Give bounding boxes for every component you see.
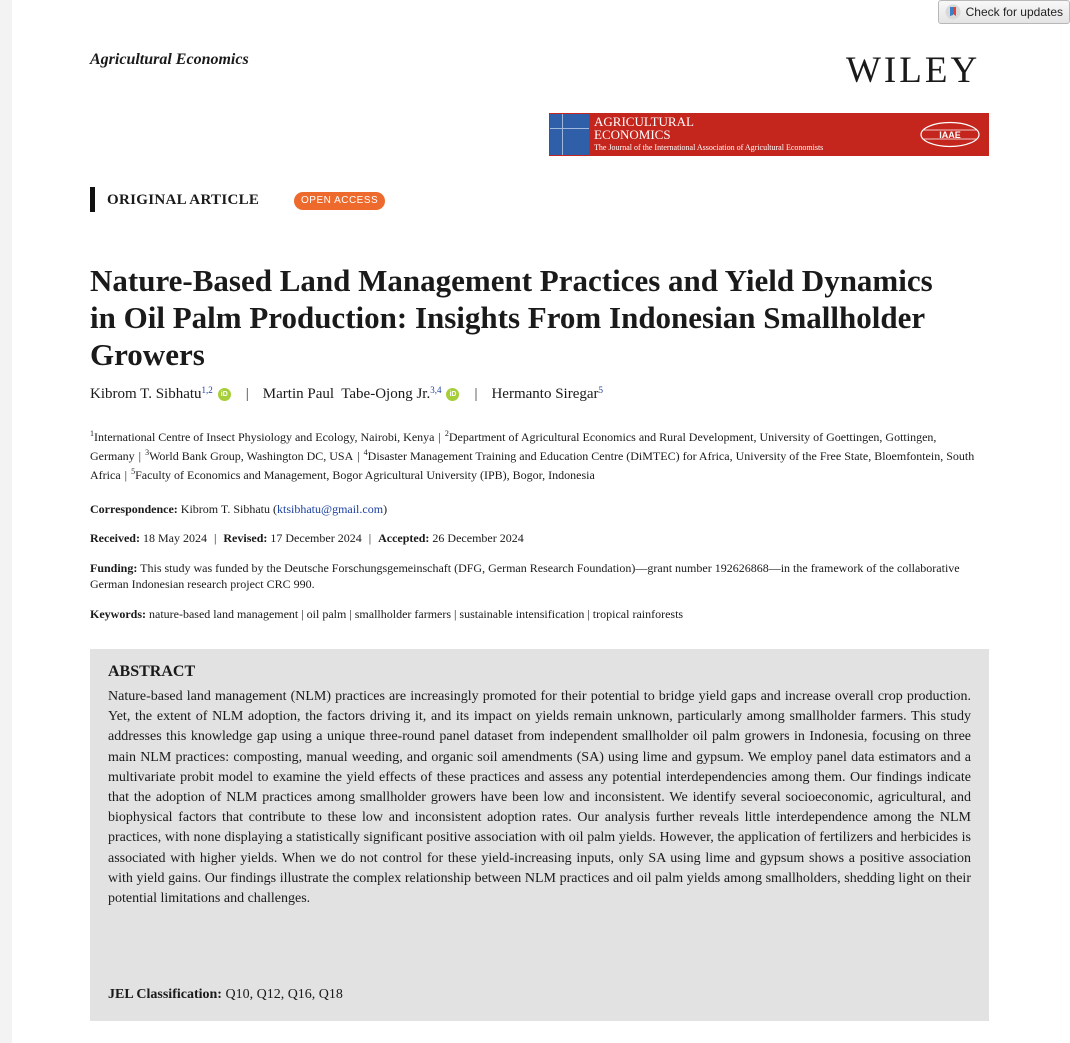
author-separator: |	[245, 386, 249, 402]
affiliation-sup: 1	[90, 429, 94, 438]
affiliation-text: Department of Agricultural Economics and Rural Development, University of Goettingen, Gottingen, Germany	[90, 430, 937, 463]
crossmark-icon	[945, 4, 961, 20]
publisher-logo[interactable]: WILEY	[846, 50, 981, 91]
author-affiliation-sup: 5	[598, 384, 604, 395]
article-type: ORIGINAL ARTICLE	[107, 192, 260, 208]
author-affiliation-sup: 3,4	[430, 384, 442, 395]
article-page	[12, 0, 1070, 1043]
affiliation-separator: |	[357, 449, 360, 463]
affiliation-sup: 4	[363, 448, 368, 457]
jel-classification	[108, 987, 343, 1003]
correspondence-email-link[interactable]: ktsibhatu@gmail.com	[277, 502, 384, 516]
author-name[interactable]: Martin Paul Tabe-Ojong Jr.	[262, 386, 431, 402]
jel-codes: Q10, Q12, Q16, Q18	[225, 987, 343, 1002]
received-label: Received:	[90, 531, 140, 545]
orcid-icon[interactable]: iD	[446, 388, 459, 401]
affiliations	[90, 428, 990, 485]
revised-label: Revised:	[223, 531, 268, 545]
revised-date: 17 December 2024	[270, 531, 362, 545]
affiliation-text: World Bank Group, Washington DC, USA	[149, 449, 354, 463]
iaae-logo-text: IAAE	[939, 130, 961, 140]
correspondence-name: Kibrom T. Sibhatu	[180, 502, 271, 516]
accepted-date: 26 December 2024	[432, 531, 524, 545]
author-list	[90, 386, 603, 403]
keywords-label: Keywords:	[90, 607, 146, 621]
correspondence: Correspondence: Kibrom T. Sibhatu (ktsibhatu@gmail.com)	[90, 502, 388, 516]
article-dates	[90, 530, 990, 546]
journal-banner[interactable]	[549, 113, 989, 156]
affiliation-sup: 2	[444, 429, 449, 438]
date-separator: |	[213, 531, 217, 545]
author-affiliation-sup: 1,2	[201, 384, 213, 395]
affiliation-separator: |	[124, 468, 128, 482]
banner-subtitle: The Journal of the International Association of Agricultural Economists	[594, 143, 824, 152]
keywords-text: nature-based land management | oil palm | smallholder farmers | sustainable intensification | tropical rainforests	[149, 607, 684, 621]
affiliation-sup: 3	[145, 448, 150, 457]
iaae-logo-icon	[919, 121, 981, 148]
article-title: Nature-Based Land Management Practices and Yield Dynamics in Oil Palm Production: Insights From Indonesian Smallholder Growers	[90, 263, 933, 372]
author-separator: |	[474, 386, 478, 402]
orcid-icon[interactable]: iD	[218, 388, 231, 401]
author-name[interactable]: Hermanto Siregar	[491, 386, 599, 402]
journal-name: Agricultural Economics	[90, 51, 249, 68]
date-separator: |	[368, 531, 372, 545]
correspondence-label: Correspondence:	[90, 502, 178, 516]
received-date: 18 May 2024	[142, 531, 207, 545]
abstract-heading: ABSTRACT	[108, 663, 196, 680]
affiliation-text: International Centre of Insect Physiology and Ecology, Nairobi, Kenya	[94, 430, 435, 444]
abstract-section	[90, 649, 989, 1021]
jel-label: JEL Classification:	[108, 987, 222, 1002]
check-for-updates-label: Check for updates	[965, 5, 1063, 19]
accepted-label: Accepted:	[378, 531, 430, 545]
affiliation-text: Faculty of Economics and Management, Bogor Agricultural University (IPB), Bogor, Indonesia	[135, 468, 595, 482]
affiliation-separator: |	[438, 430, 441, 444]
affiliation-text: Disaster Management Training and Education Centre (DiMTEC) for Africa, University of the Free State, Bloemfontein, South Africa	[90, 449, 975, 482]
funding-text: This study was funded by the Deutsche Forschungsgemeinschaft (DFG, German Research Foundation)—grant number 192626868—in the framework of the collaborative German Indonesian research project CRC 990.	[90, 561, 960, 591]
banner-graphic	[550, 114, 589, 155]
abstract-text: Nature-based land management (NLM) practices are increasingly promoted for their potential to bridge yield gaps and increase overall crop production. Yet, the extent of NLM adoption, the factors driving it, and its impact on yields remain unknown, particularly among smallholder farmers. This study addresses this knowledge gap using a unique three-round panel dataset from independent smallholder oil palm growers in Indonesia, focusing on three main NLM practices: composting, manual weeding, and organic soil amendments (SA) using lime and gypsum. We employ panel data estimators and a multivariate probit model to examine the yield effects of these practices and assess any potential interdependencies among them. Our findings indicate that the adoption of NLM practices among smallholder growers have been low and inconsistent. We identify several socioeconomic, agricultural, and biophysical factors that contribute to these low and inconsistent adoption rates. Our analysis further reveals little interdependence among the NLM practices, with none displaying a statistically significant positive association with oil palm yields. However, the application of fertilizers and herbicides is associated with higher yields. When we do not control for these yield-increasing inputs, only SA using lime and gypsum shows a positive association with yield gains. Our findings illustrate the complex relationship between NLM practices and oil palm yields among smallholders, shedding light on their potential limitations and challenges.	[108, 689, 971, 907]
funding-label: Funding:	[90, 561, 138, 575]
keywords	[90, 606, 990, 622]
author-name[interactable]: Kibrom T. Sibhatu	[90, 386, 202, 402]
open-access-badge[interactable]: OPEN ACCESS	[294, 192, 385, 210]
banner-title-line1: AGRICULTURAL	[594, 114, 694, 129]
article-type-marker	[90, 187, 95, 212]
funding	[90, 560, 990, 592]
banner-title-line2: ECONOMICS	[594, 127, 671, 142]
affiliation-sup: 5	[131, 467, 136, 476]
check-for-updates-button[interactable]	[938, 0, 1070, 24]
affiliation-separator: |	[138, 449, 142, 463]
